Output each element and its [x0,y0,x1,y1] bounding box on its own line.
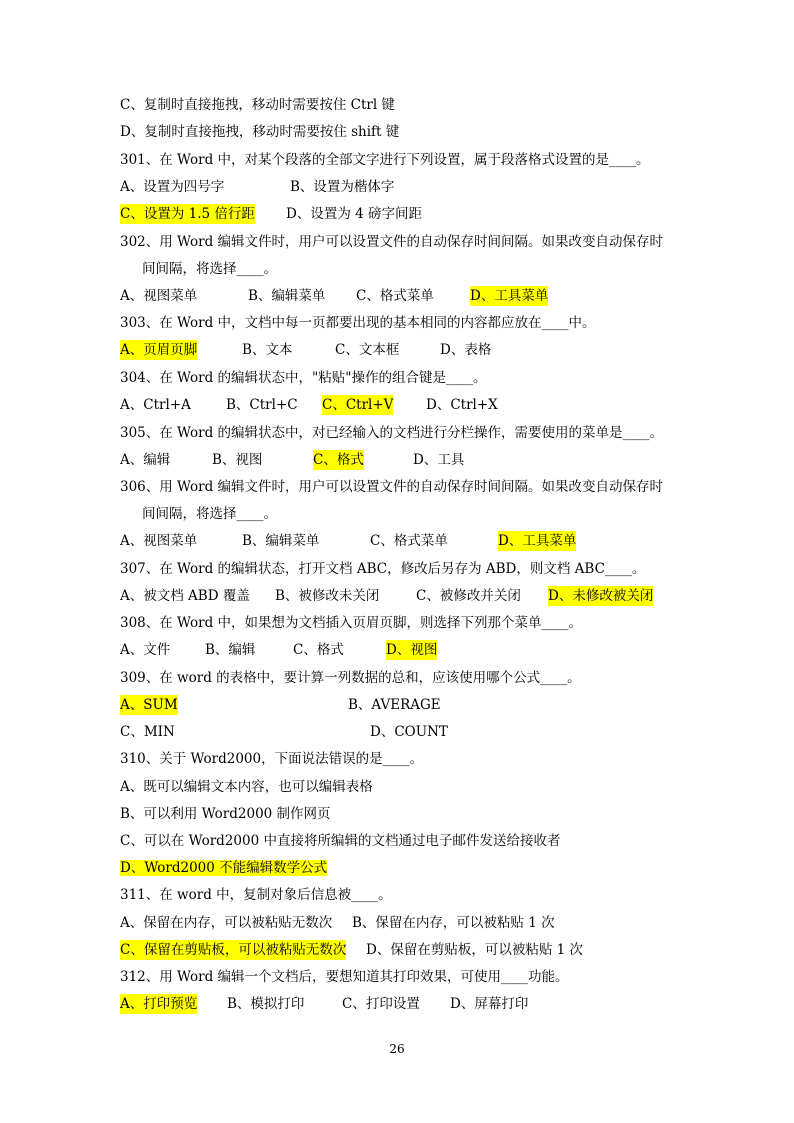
option: A、Ctrl+A [120,397,191,413]
page-number: 26 [389,1042,405,1056]
option: D、保留在剪贴板，可以被粘贴 1 次 [366,942,583,958]
option: A、编辑 [120,452,171,468]
question-line: 312、用 Word 编辑一个文档后，要想知道其打印效果，可使用____功能。 [120,969,569,985]
question-line: 306、用 Word 编辑文件时，用户可以设置文件的自动保存时间间隔。如果改变自动保存时 [120,479,664,495]
question-line: 304、在 Word 的编辑状态中，"粘贴"操作的组合键是____。 [120,370,487,386]
question-line: 308、在 Word 中，如果想为文档插入页眉页脚，则选择下列那个菜单____。 [120,615,583,631]
option: A、被文档 ABD 覆盖 [120,588,250,604]
option: C、格式菜单 [356,288,434,304]
answer-option-highlighted: D、未修改被关闭 [548,588,654,604]
option: C、打印设置 [342,996,420,1012]
option: B、编辑菜单 [248,288,326,304]
answer-option-highlighted: D、工具菜单 [498,533,577,549]
option: B、Ctrl+C [226,397,298,413]
question-line: 303、在 Word 中，文档中每一页都要出现的基本相同的内容都应放在____中。 [120,315,596,331]
text-line: B、可以利用 Word2000 制作网页 [120,806,331,822]
option: B、编辑菜单 [242,533,320,549]
option: A、视图菜单 [120,288,198,304]
option: B、保留在内存，可以被粘贴 1 次 [352,915,555,931]
option: C、被修改并关闭 [416,588,521,604]
option: D、工具 [413,452,465,468]
answer-option-highlighted: C、Ctrl+V [322,397,394,413]
option: C、MIN [120,724,175,740]
option: B、文本 [242,342,293,358]
answer-option-highlighted: D、工具菜单 [470,288,549,304]
option: B、模拟打印 [227,996,305,1012]
answer-line-highlighted [120,858,327,878]
option: A、视图菜单 [120,533,198,549]
option: D、屏幕打印 [450,996,529,1012]
question-line: 311、在 word 中，复制对象后信息被____。 [120,887,392,903]
option: A、保留在内存，可以被粘贴无数次 [120,915,333,931]
question-line: 间间隔，将选择____。 [142,261,277,277]
question-line: 间间隔，将选择____。 [142,506,277,522]
question-line: 307、在 Word 的编辑状态，打开文档 ABC，修改后另存为 ABD，则文档 ABC____。 [120,561,646,577]
option: C、文本框 [335,342,400,358]
question-line: 310、关于 Word2000，下面说法错误的是____。 [120,751,424,767]
text-line: D、复制时直接拖拽，移动时需要按住 shift 键 [120,124,400,140]
option: A、设置为四号字 [120,179,225,195]
option: D、Ctrl+X [426,397,498,413]
answer-option-highlighted: A、SUM [120,697,178,713]
question-line: 302、用 Word 编辑文件时，用户可以设置文件的自动保存时间间隔。如果改变自动保存时 [120,234,664,250]
option: B、AVERAGE [348,697,441,713]
answer-option-highlighted: C、格式 [313,452,364,468]
option: B、视图 [212,452,263,468]
answer-option-highlighted: D、视图 [386,642,438,658]
option: D、COUNT [370,724,448,740]
text-line: C、可以在 Word2000 中直接将所编辑的文档通过电子邮件发送给接收者 [120,833,561,849]
option: C、格式菜单 [370,533,448,549]
question-line: 305、在 Word 的编辑状态中，对已经输入的文档进行分栏操作，需要使用的菜单是____。 [120,425,664,441]
answer-option-highlighted: C、设置为 1.5 倍行距 [120,206,255,222]
answer-option-highlighted: A、打印预览 [120,996,198,1012]
question-line: 301、在 Word 中，对某个段落的全部文字进行下列设置，属于段落格式设置的是____。 [120,152,650,168]
answer-option-highlighted: A、页眉页脚 [120,342,198,358]
text-line: C、复制时直接拖拽，移动时需要按住 Ctrl 键 [120,97,395,113]
text-line: A、既可以编辑文本内容，也可以编辑表格 [120,779,373,795]
option: A、文件 [120,642,171,658]
option: B、设置为楷体字 [290,179,395,195]
question-line: 309、在 word 的表格中，要计算一列数据的总和，应该使用哪个公式____。 [120,670,581,686]
option: D、设置为 4 磅字间距 [286,206,422,222]
answer-option-highlighted: C、保留在剪贴板，可以被粘贴无数次 [120,942,347,958]
option: B、被修改未关闭 [275,588,380,604]
option: B、编辑 [205,642,256,658]
answer-option-highlighted: D、Word2000 不能编辑数学公式 [120,860,328,876]
option: D、表格 [440,342,492,358]
option: C、格式 [293,642,344,658]
